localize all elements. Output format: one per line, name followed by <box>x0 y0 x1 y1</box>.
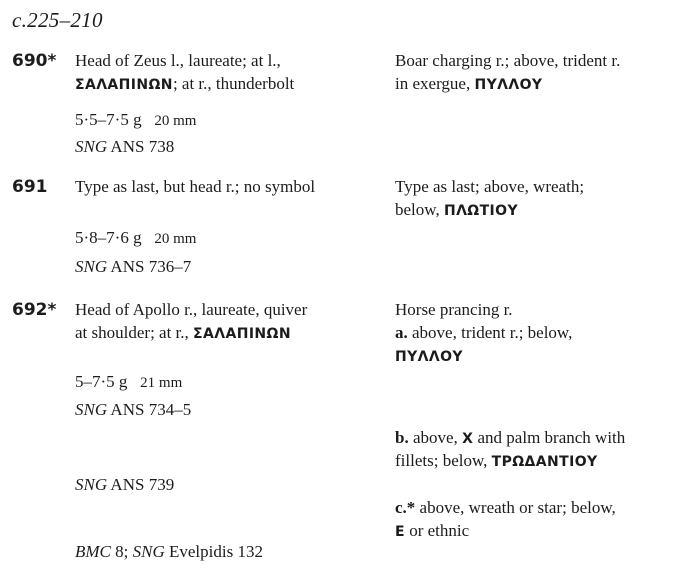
entry-number-692: 692* <box>12 300 57 320</box>
reverse-691-line2-pre: below, <box>395 200 444 219</box>
greek-legend: ΣΑΛΑΠΙΝΩΝ <box>75 77 173 93</box>
ref-692c-italic1: BMC <box>75 542 111 561</box>
period-heading: c.225–210 <box>12 8 103 32</box>
diameter-691: 20 mm <box>154 231 197 247</box>
variant-a-line1 <box>395 322 572 343</box>
ref-690-rest: ANS 738 <box>107 137 175 156</box>
reverse-690-line2 <box>395 73 542 96</box>
variant-c-text: above, wreath or star; below, <box>415 498 616 517</box>
obverse-690-line1: Head of Zeus l., laureate; at l., <box>75 51 281 70</box>
weight-691: 5·8–7·6 g <box>75 228 142 247</box>
diameter-692: 21 mm <box>140 375 183 391</box>
variant-a-text: above, trident r.; below, <box>407 323 573 342</box>
ref-692a-italic: SNG <box>75 400 108 419</box>
obverse-692-line1: Head of Apollo r., laureate, quiver <box>75 300 308 319</box>
reference-691 <box>75 257 191 277</box>
greek-legend: ΣΑΛΑΠΙΝΩΝ <box>193 326 291 342</box>
variant-c-e: E <box>395 524 405 540</box>
variant-b-x: X <box>462 431 474 447</box>
weight-692: 5–7·5 g <box>75 372 128 391</box>
reverse-690-line2-pre: in exergue, <box>395 74 475 93</box>
ref-692c-rest: Evelpidis 132 <box>164 542 263 561</box>
reference-692-b <box>75 475 174 495</box>
entry-number-691: 691 <box>12 177 48 197</box>
ref-692c-mid: 8; <box>110 542 133 561</box>
variant-a-label: a. <box>395 323 408 342</box>
obverse-692-line2-pre: at shoulder; at r., <box>75 323 194 342</box>
variant-a-line2 <box>395 345 463 368</box>
variant-c-label: c.* <box>395 498 416 517</box>
variant-c-line1 <box>395 497 616 518</box>
ref-691-rest: ANS 736–7 <box>107 257 192 276</box>
greek-legend: ΠΥΛΛΟΥ <box>395 349 463 365</box>
ref-690-italic: SNG <box>75 137 108 156</box>
reverse-691-line1: Type as last; above, wreath; <box>395 177 585 196</box>
ref-692a-rest: ANS 734–5 <box>107 400 192 419</box>
greek-legend: ΤΡΩΔΑΝΤΙΟΥ <box>491 454 598 470</box>
ref-692b-italic: SNG <box>75 475 108 494</box>
obverse-690-line2-rest: ; at r., thunderbolt <box>172 74 295 93</box>
variant-c-line2-rest: or ethnic <box>404 521 470 540</box>
metrology-692 <box>75 372 182 392</box>
weight-690: 5·5–7·5 g <box>75 110 142 129</box>
variant-b-line1 <box>395 427 625 450</box>
obverse-692-line2 <box>75 322 291 345</box>
reverse-691-line2 <box>395 199 518 222</box>
variant-b-line2 <box>395 450 598 473</box>
reference-692-c <box>75 542 263 562</box>
reference-690 <box>75 137 174 157</box>
ref-692c-italic2: SNG <box>132 542 165 561</box>
metrology-690 <box>75 110 196 130</box>
variant-b-label: b. <box>395 428 409 447</box>
variant-b-text: above, <box>408 428 463 447</box>
obverse-690-line2 <box>75 73 294 96</box>
obverse-691-line1: Type as last, but head r.; no symbol <box>75 177 316 196</box>
ref-692b-rest: ANS 739 <box>107 475 175 494</box>
diameter-690: 20 mm <box>154 113 197 129</box>
reverse-692-line1: Horse prancing r. <box>395 300 513 319</box>
variant-b-text2: and palm branch with <box>473 428 626 447</box>
metrology-691 <box>75 228 196 248</box>
variant-c-line2 <box>395 520 469 543</box>
greek-legend: ΠΥΛΛΟΥ <box>474 77 543 93</box>
reverse-690-line1: Boar charging r.; above, trident r. <box>395 51 621 70</box>
greek-legend: ΠΛΩΤΙΟΥ <box>443 203 519 219</box>
ref-691-italic: SNG <box>75 257 108 276</box>
reference-692-a <box>75 400 191 420</box>
variant-b-line2-pre: fillets; below, <box>395 451 492 470</box>
entry-number-690: 690* <box>12 51 57 71</box>
